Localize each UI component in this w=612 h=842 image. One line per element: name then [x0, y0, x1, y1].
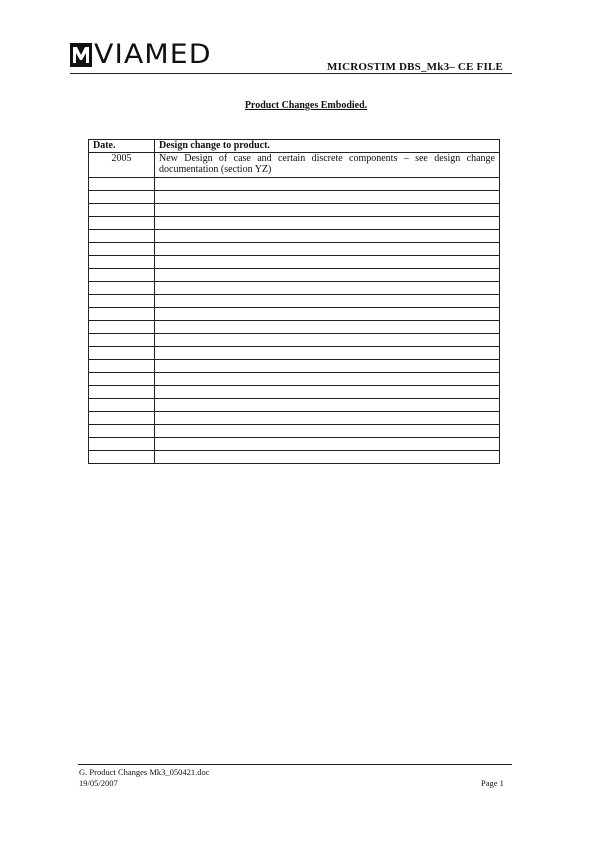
page-heading: Product Changes Embodied. — [244, 100, 368, 111]
empty-date-cell — [89, 360, 155, 373]
empty-table-row — [89, 438, 500, 451]
empty-change-cell — [155, 256, 500, 269]
empty-table-row — [89, 308, 500, 321]
date-column-header: Date. — [89, 140, 155, 153]
empty-change-cell — [155, 451, 500, 464]
empty-table-row — [89, 282, 500, 295]
empty-date-cell — [89, 321, 155, 334]
empty-change-cell — [155, 295, 500, 308]
empty-date-cell — [89, 334, 155, 347]
empty-table-row — [89, 412, 500, 425]
empty-change-cell — [155, 399, 500, 412]
empty-table-row — [89, 295, 500, 308]
footer-file-name: G. Product Changes Mk3_050421.doc — [79, 767, 210, 777]
empty-change-cell — [155, 204, 500, 217]
empty-table-row — [89, 360, 500, 373]
empty-date-cell — [89, 308, 155, 321]
empty-date-cell — [89, 282, 155, 295]
product-changes-table — [88, 139, 500, 464]
empty-table-row — [89, 347, 500, 360]
viamed-logo — [70, 39, 212, 70]
empty-date-cell — [89, 217, 155, 230]
empty-change-cell — [155, 230, 500, 243]
empty-change-cell — [155, 360, 500, 373]
empty-date-cell — [89, 204, 155, 217]
table-row — [89, 153, 500, 178]
empty-table-row — [89, 217, 500, 230]
change-cell: New Design of case and certain discrete components – see design change documentation (section YZ) — [155, 153, 500, 178]
page-number: Page 1 — [481, 778, 504, 788]
empty-change-cell — [155, 373, 500, 386]
empty-date-cell — [89, 347, 155, 360]
empty-date-cell — [89, 373, 155, 386]
empty-table-row — [89, 178, 500, 191]
empty-date-cell — [89, 256, 155, 269]
empty-date-cell — [89, 451, 155, 464]
logo-mark-icon — [70, 43, 92, 67]
logo-text: VIAMED — [94, 39, 212, 70]
empty-change-cell — [155, 334, 500, 347]
empty-date-cell — [89, 399, 155, 412]
empty-table-row — [89, 399, 500, 412]
empty-change-cell — [155, 282, 500, 295]
empty-change-cell — [155, 347, 500, 360]
empty-date-cell — [89, 425, 155, 438]
empty-date-cell — [89, 412, 155, 425]
empty-table-row — [89, 191, 500, 204]
document-title: MICROSTIM DBS_Mk3– CE FILE — [327, 61, 504, 73]
empty-change-cell — [155, 412, 500, 425]
empty-date-cell — [89, 269, 155, 282]
empty-change-cell — [155, 425, 500, 438]
empty-date-cell — [89, 230, 155, 243]
empty-table-row — [89, 425, 500, 438]
empty-table-row — [89, 334, 500, 347]
empty-change-cell — [155, 386, 500, 399]
empty-change-cell — [155, 178, 500, 191]
empty-date-cell — [89, 438, 155, 451]
change-column-header: Design change to product. — [155, 140, 500, 153]
empty-date-cell — [89, 178, 155, 191]
footer-divider — [78, 764, 512, 765]
empty-table-row — [89, 373, 500, 386]
header-divider — [70, 73, 512, 74]
empty-change-cell — [155, 308, 500, 321]
empty-table-row — [89, 321, 500, 334]
empty-table-row — [89, 451, 500, 464]
empty-date-cell — [89, 386, 155, 399]
empty-change-cell — [155, 269, 500, 282]
footer-date: 19/05/2007 — [79, 778, 118, 788]
empty-table-row — [89, 230, 500, 243]
empty-date-cell — [89, 243, 155, 256]
date-cell: 2005 — [89, 153, 155, 178]
table-header-row — [89, 140, 500, 153]
empty-change-cell — [155, 321, 500, 334]
empty-change-cell — [155, 243, 500, 256]
empty-table-row — [89, 204, 500, 217]
empty-date-cell — [89, 295, 155, 308]
empty-table-row — [89, 256, 500, 269]
empty-date-cell — [89, 191, 155, 204]
empty-change-cell — [155, 191, 500, 204]
empty-table-row — [89, 243, 500, 256]
empty-table-row — [89, 386, 500, 399]
empty-table-row — [89, 269, 500, 282]
empty-change-cell — [155, 217, 500, 230]
empty-change-cell — [155, 438, 500, 451]
